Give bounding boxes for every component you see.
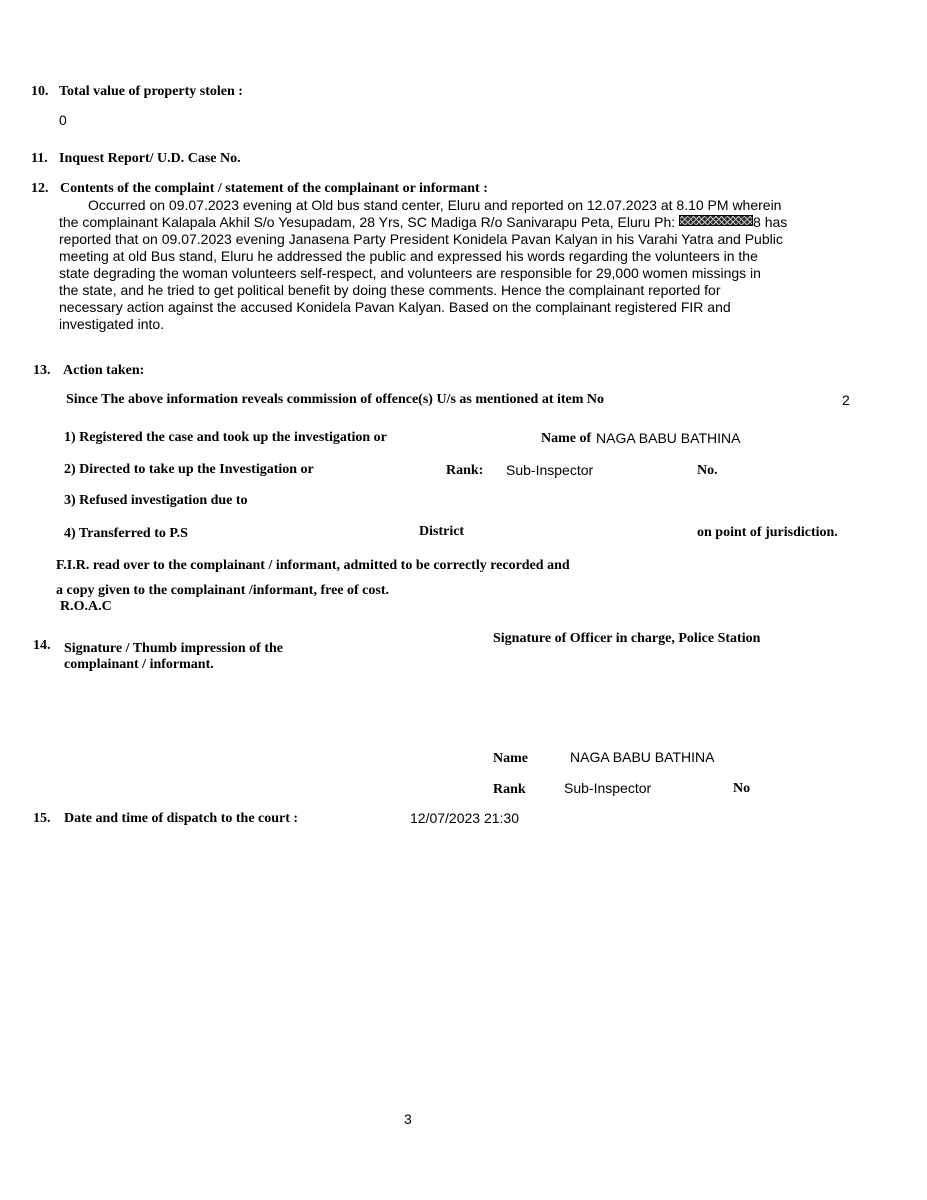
fir-read-statement: F.I.R. read over to the complainant / informant, admitted to be correctly recorded and xyxy=(56,558,570,573)
complainant-signature-label-2: complainant / informant. xyxy=(64,657,214,672)
complaint-line: necessary action against the accused Konidela Pavan Kalyan. Based on the complainant registered FIR and xyxy=(59,299,731,315)
copy-given-statement: a copy given to the complainant /informant, free of cost. xyxy=(56,583,389,598)
officer-rank: Sub-Inspector xyxy=(506,462,594,478)
option-refused: 3) Refused investigation due to xyxy=(64,493,248,508)
item14-number: 14. xyxy=(33,638,51,653)
signature-no-label: No xyxy=(733,781,751,796)
item10-value: 0 xyxy=(59,112,67,128)
rank-label: Rank: xyxy=(446,463,484,478)
name-of-label: Name of xyxy=(541,431,592,446)
complaint-contents xyxy=(59,197,787,333)
complaint-line: the complainant Kalapala Akhil S/o Yesupadam, 28 Yrs, SC Madiga R/o Sanivarapu Peta, Eluru Ph: 8 has xyxy=(59,214,788,230)
signature-name-label: Name xyxy=(493,751,528,766)
redacted-phone xyxy=(679,215,753,226)
offence-statement: Since The above information reveals commission of offence(s) U/s as mentioned at item No xyxy=(66,392,605,407)
signature-officer-name: NAGA BABU BATHINA xyxy=(570,749,715,765)
complainant-signature-label: Signature / Thumb impression of the xyxy=(64,641,283,656)
complaint-line: meeting at old Bus stand, Eluru he addressed the public and expressed his words regarding the volunteers in the xyxy=(59,248,758,264)
officer-name: NAGA BABU BATHINA xyxy=(596,430,741,446)
item13-number: 13. xyxy=(33,363,51,378)
item-number-value: 2 xyxy=(842,392,850,408)
item10-number: 10. xyxy=(31,84,49,99)
number-label: No. xyxy=(697,463,718,478)
complaint-line: state degrading the woman volunteers self-respect, and volunteers are responsible for 29,000 women missings in xyxy=(59,265,761,281)
complaint-line: investigated into. xyxy=(59,316,165,332)
option-transferred: 4) Transferred to P.S xyxy=(64,526,188,541)
jurisdiction-text: on point of jurisdiction. xyxy=(697,525,838,540)
signature-rank-label: Rank xyxy=(493,782,526,797)
complaint-line: reported that on 09.07.2023 evening Janasena Party President Konidela Pavan Kalyan in his Varahi Yatra and Public xyxy=(59,231,783,247)
item12-label: Contents of the complaint / statement of the complainant or informant : xyxy=(60,181,488,196)
dispatch-datetime: 12/07/2023 21:30 xyxy=(410,810,519,826)
signature-officer-rank: Sub-Inspector xyxy=(564,780,652,796)
district-label: District xyxy=(419,524,465,539)
roac-text: R.O.A.C xyxy=(60,599,112,614)
option-directed: 2) Directed to take up the Investigation or xyxy=(64,462,314,477)
item15-number: 15. xyxy=(33,811,51,826)
officer-signature-label: Signature of Officer in charge, Police Station xyxy=(493,631,761,646)
item13-label: Action taken: xyxy=(63,363,145,378)
complaint-line: the state, and he tried to get political benefit by doing these comments. Hence the complainant reported for xyxy=(59,282,721,298)
item11-number: 11. xyxy=(31,151,48,166)
item15-label: Date and time of dispatch to the court : xyxy=(64,811,299,826)
item12-number: 12. xyxy=(31,181,49,196)
item10-label: Total value of property stolen : xyxy=(59,84,243,99)
complaint-line: Occurred on 09.07.2023 evening at Old bus stand center, Eluru and reported on 12.07.2023 at 8.10 PM wherein xyxy=(88,197,782,213)
item11-label: Inquest Report/ U.D. Case No. xyxy=(59,151,241,166)
option-registered: 1) Registered the case and took up the investigation or xyxy=(64,430,387,445)
page-number: 3 xyxy=(404,1111,412,1127)
